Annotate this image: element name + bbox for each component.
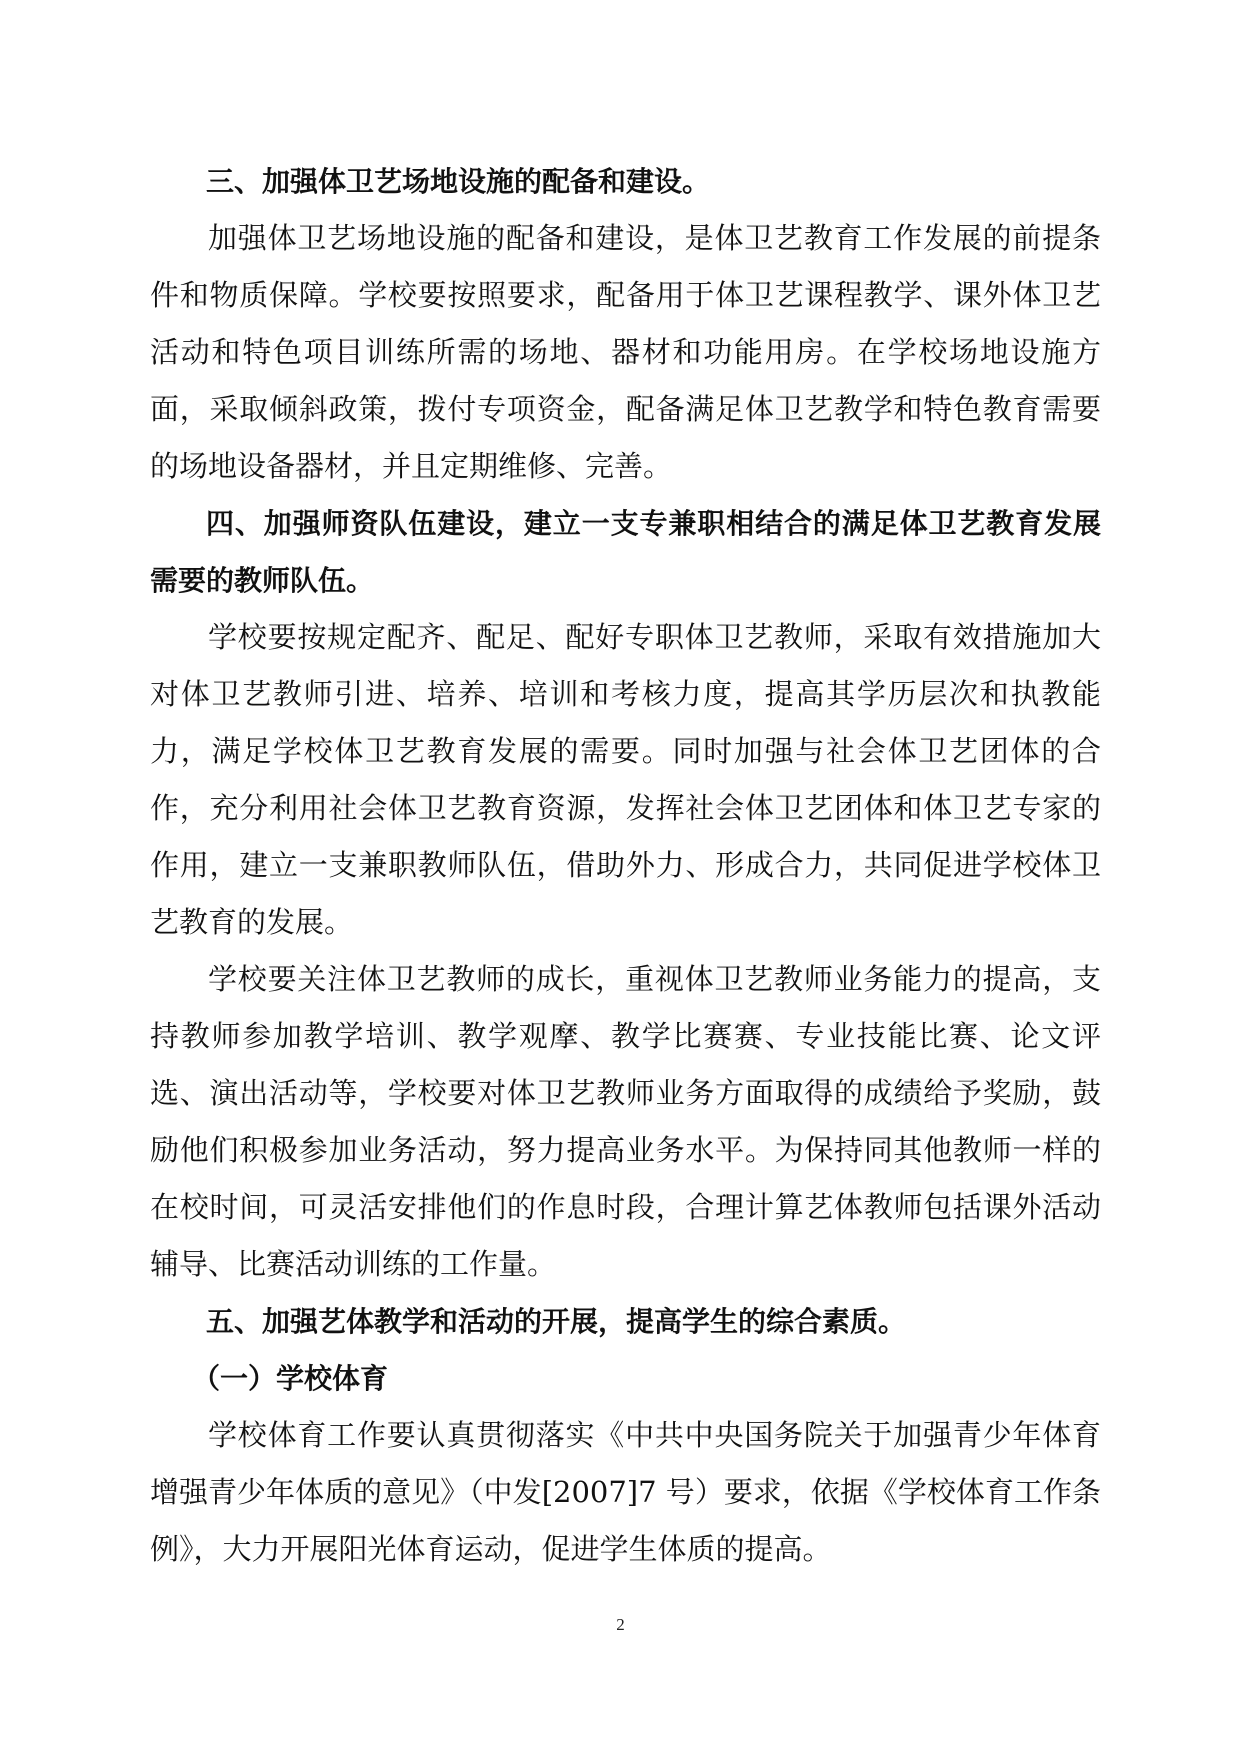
- section-heading-5: 五、加强艺体教学和活动的开展，提高学生的综合素质。: [206, 1305, 907, 1338]
- body-paragraph: 学校要关注体卫艺教师的成长，重视体卫艺教师业务能力的提高，支持教师参加教学培训、教学观摩、教学比赛赛、专业技能比赛、论文评选、演出活动等，学校要对体卫艺教师业务方面取得的成绩给予奖励，鼓励他们积极参加业务活动，努力提高业务水平。为保持同其他教师一样的在校时间，可灵活安排他们的作息时段，合理计算艺体教师包括课外活动辅导、比赛活动训练的工作量。: [150, 962, 1101, 1281]
- section-heading-4: 四、加强师资队伍建设，建立一支专兼职相结合的满足体卫艺教育发展需要的教师队伍。: [150, 507, 1101, 597]
- document-body: [150, 153, 1101, 1578]
- body-paragraph: 学校要按规定配齐、配足、配好专职体卫艺教师，采取有效措施加大对体卫艺教师引进、培养、培训和考核力度，提高其学历层次和执教能力，满足学校体卫艺教育发展的需要。同时加强与社会体卫艺团体的合作，充分利用社会体卫艺教育资源，发挥社会体卫艺团体和体卫艺专家的作用，建立一支兼职教师队伍，借助外力、形成合力，共同促进学校体卫艺教育的发展。: [150, 620, 1101, 939]
- body-paragraph: 加强体卫艺场地设施的配备和建设，是体卫艺教育工作发展的前提条件和物质保障。学校要按照要求，配备用于体卫艺课程教学、课外体卫艺活动和特色项目训练所需的场地、器材和功能用房。在学校场地设施方面，采取倾斜政策，拨付专项资金，配备满足体卫艺教学和特色教育需要的场地设备器材，并且定期维修、完善。: [150, 221, 1101, 483]
- page-number: 2: [616, 1615, 625, 1634]
- section-heading-3: 三、加强体卫艺场地设施的配备和建设。: [206, 165, 711, 198]
- subsection-heading-school-sports: （一）学校体育: [192, 1362, 389, 1395]
- body-paragraph: 学校体育工作要认真贯彻落实《中共中央国务院关于加强青少年体育增强青少年体质的意见》（中发[2007]7 号）要求，依据《学校体育工作条例》，大力开展阳光体育运动，促进学生体质的提高。: [150, 1418, 1101, 1566]
